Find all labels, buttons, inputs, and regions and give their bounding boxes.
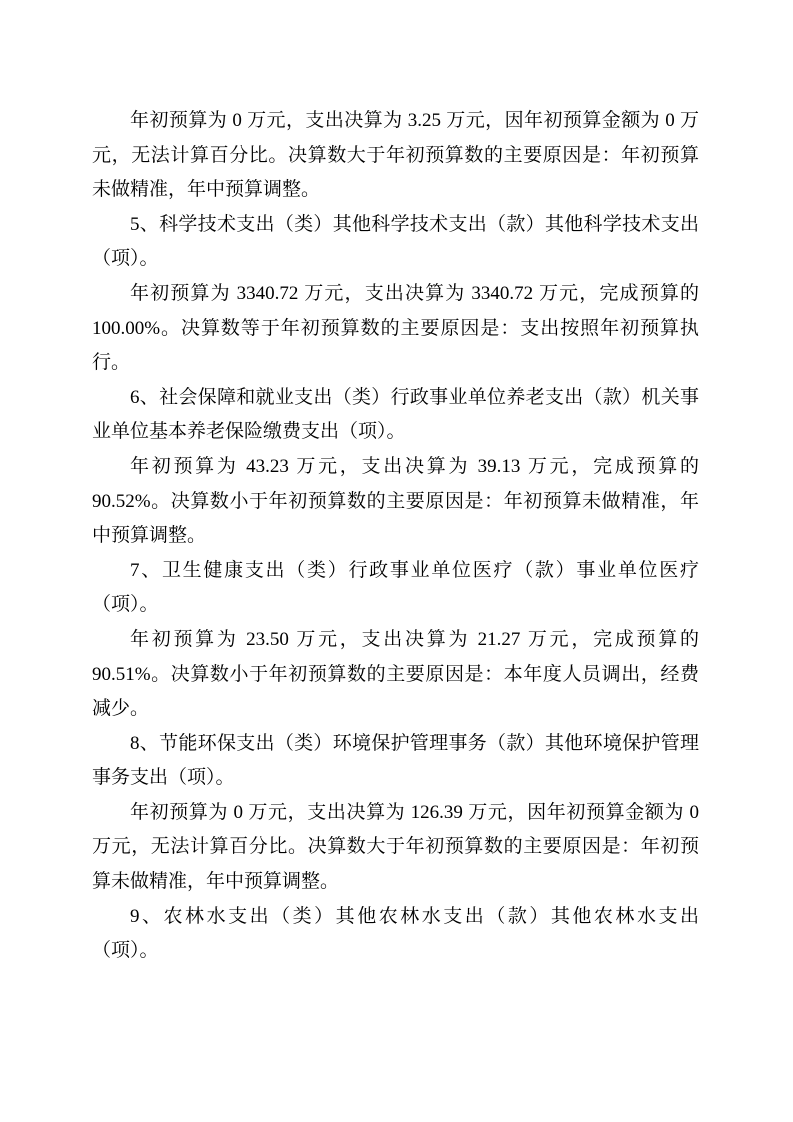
paragraph-budget-note-6: 年初预算为 43.23 万元，支出决算为 39.13 万元，完成预算的 90.52%。决算数小于年初预算数的主要原因是：年初预算未做精准，年中预算调整。 (92, 455, 699, 547)
paragraph-budget-note-4: 年初预算为 0 万元，支出决算为 3.25 万元，因年初预算金额为 0 万元，无法计算百分比。决算数大于年初预算数的主要原因是：年初预算未做精准，年中预算调整。 (92, 110, 699, 201)
document-body (92, 104, 699, 969)
item-heading-5-science-technology: 5、科学技术支出（类）其他科学技术支出（款）其他科学技术支出（项）。 (92, 213, 699, 270)
paragraph-budget-note-7: 年初预算为 23.50 万元，支出决算为 21.27 万元，完成预算的 90.51%。决算数小于年初预算数的主要原因是：本年度人员调出，经费减少。 (92, 628, 699, 720)
item-heading-8-energy-environment: 8、节能环保支出（类）环境保护管理事务（款）其他环境保护管理事务支出（项）。 (92, 732, 699, 789)
paragraph-budget-note-8: 年初预算为 0 万元，支出决算为 126.39 万元，因年初预算金额为 0 万元，无法计算百分比。决算数大于年初预算数的主要原因是：年初预算未做精准，年中预算调整。 (92, 801, 699, 893)
item-heading-7-health: 7、卫生健康支出（类）行政事业单位医疗（款）事业单位医疗（项）。 (92, 559, 699, 616)
item-heading-9-agriculture-forestry-water: 9、农林水支出（类）其他农林水支出（款）其他农林水支出（项）。 (92, 905, 699, 962)
paragraph-budget-note-5: 年初预算为 3340.72 万元，支出决算为 3340.72 万元，完成预算的 100.00%。决算数等于年初预算数的主要原因是：支出按照年初预算执行。 (92, 282, 699, 374)
item-heading-6-social-security: 6、社会保障和就业支出（类）行政事业单位养老支出（款）机关事业单位基本养老保险缴费支出（项）。 (92, 386, 699, 443)
